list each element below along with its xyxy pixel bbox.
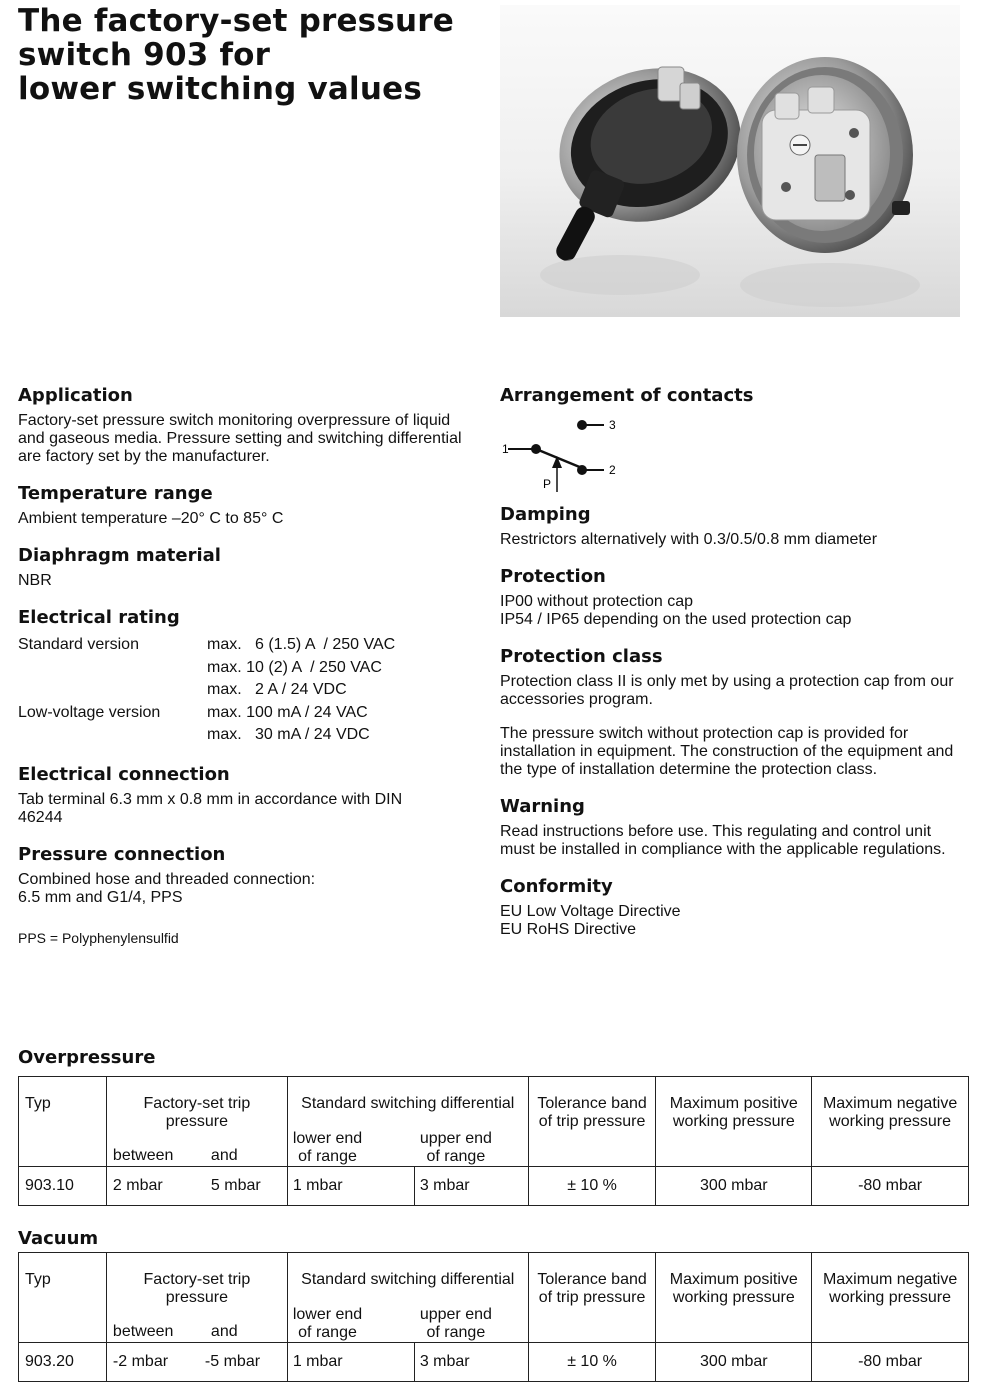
table-row bbox=[19, 1343, 969, 1382]
title-line-1: The factory-set pressure bbox=[18, 3, 454, 39]
header-trip-label bbox=[107, 1271, 287, 1307]
pressure-connection-line-1: Combined hose and threaded connection: bbox=[18, 870, 316, 888]
contact-label-2: 2 bbox=[609, 463, 616, 477]
header-tolerance bbox=[528, 1253, 656, 1343]
cell-between: -2 mbar bbox=[112, 1353, 169, 1370]
protection-class-text-2: The pressure switch without protection cap is provided for installation in equipment. The construction of the equipment and the type of installation determine the protection class. bbox=[500, 725, 954, 778]
header-upper-line-2: of range bbox=[426, 1324, 486, 1341]
pressure-connection-heading: Pressure connection bbox=[18, 843, 226, 865]
contact-label-1: 1 bbox=[502, 442, 509, 456]
temperature-section bbox=[18, 482, 478, 528]
damping-heading: Damping bbox=[500, 504, 591, 525]
contacts-heading: Arrangement of contacts bbox=[500, 385, 754, 406]
product-photo bbox=[500, 5, 960, 317]
electrical-connection-section bbox=[18, 763, 478, 827]
header-diff bbox=[287, 1077, 528, 1167]
protection-class-heading: Protection class bbox=[500, 646, 663, 667]
cell-lower: 1 mbar bbox=[288, 1167, 415, 1205]
title-line-2: switch 903 for bbox=[18, 37, 271, 73]
right-column bbox=[500, 384, 970, 955]
header-max-negative-line-1: Maximum negative bbox=[822, 1271, 958, 1288]
cell-between: 2 mbar bbox=[112, 1177, 163, 1194]
temperature-text: Ambient temperature –20° C to 85° C bbox=[18, 510, 284, 527]
cell-upper: 3 mbar bbox=[419, 1177, 470, 1194]
protection-section bbox=[500, 565, 970, 629]
cell-upper: 3 mbar bbox=[419, 1353, 470, 1370]
header-upper bbox=[420, 1130, 492, 1166]
electrical-rating-section bbox=[18, 606, 478, 747]
header-max-negative-label bbox=[812, 1271, 968, 1307]
cell-trip bbox=[106, 1167, 287, 1206]
rating-value: max. 6 (1.5) A / 250 VAC bbox=[207, 636, 396, 653]
header-lower-line-2: of range bbox=[298, 1148, 357, 1165]
cell-max-negative: -80 mbar bbox=[812, 1167, 969, 1206]
rating-row bbox=[18, 634, 478, 657]
header-typ bbox=[19, 1077, 107, 1167]
rating-label bbox=[18, 679, 207, 702]
cell-and: -5 mbar bbox=[204, 1353, 261, 1370]
header-trip-line-1: Factory-set trip bbox=[143, 1095, 251, 1112]
header-tolerance bbox=[528, 1077, 656, 1167]
header-between: between bbox=[112, 1147, 174, 1164]
header-typ-label: Typ bbox=[25, 1271, 51, 1288]
header-max-negative bbox=[812, 1253, 969, 1343]
cell-tolerance: ± 10 % bbox=[528, 1343, 656, 1382]
title-line-3: lower switching values bbox=[18, 71, 423, 107]
warning-heading: Warning bbox=[500, 796, 585, 817]
warning-section bbox=[500, 795, 970, 859]
header-lower-line-1: lower end bbox=[292, 1130, 363, 1147]
protection-line-1: IP00 without protection cap bbox=[500, 593, 694, 610]
header-diff bbox=[287, 1253, 528, 1343]
cell-max-positive: 300 mbar bbox=[656, 1167, 812, 1206]
warning-text: Read instructions before use. This regulating and control unit must be installed in compliance with the applicable regulations. bbox=[500, 823, 946, 858]
rating-label bbox=[18, 657, 207, 680]
protection-line-2: IP54 / IP65 depending on the used protection cap bbox=[500, 611, 852, 628]
electrical-connection-text: Tab terminal 6.3 mm x 0.8 mm in accordance with DIN 46244 bbox=[18, 790, 403, 826]
cell-diff bbox=[287, 1343, 528, 1382]
vacuum-table bbox=[18, 1252, 969, 1382]
header-upper-line-1: upper end bbox=[419, 1306, 492, 1323]
cell-tolerance: ± 10 % bbox=[528, 1167, 656, 1206]
header-max-negative bbox=[812, 1077, 969, 1167]
header-max-positive-line-2: working pressure bbox=[672, 1113, 795, 1130]
conformity-section bbox=[500, 875, 970, 939]
header-max-positive-line-1: Maximum positive bbox=[669, 1095, 798, 1112]
rating-row bbox=[18, 702, 478, 725]
overpressure-table bbox=[18, 1076, 969, 1206]
protection-class-text-1: Protection class II is only met by using a protection cap from our accessories program. bbox=[500, 673, 954, 708]
header-diff-label: Standard switching differential bbox=[301, 1271, 515, 1288]
rating-value: max. 2 A / 24 VDC bbox=[207, 681, 347, 698]
header-lower-line-2: of range bbox=[298, 1324, 357, 1341]
header-trip-label bbox=[107, 1095, 287, 1131]
header-and: and bbox=[210, 1323, 238, 1340]
header-tolerance-line-2: of trip pressure bbox=[538, 1113, 646, 1130]
damping-text: Restrictors alternatively with 0.3/0.5/0.8 mm diameter bbox=[500, 531, 878, 548]
cell-and: 5 mbar bbox=[210, 1177, 261, 1194]
application-section bbox=[18, 384, 478, 466]
application-text: Factory-set pressure switch monitoring overpressure of liquid and gaseous media. Pressure setting and switching differential are factory set by the manufacturer. bbox=[18, 412, 462, 465]
cell-diff bbox=[287, 1167, 528, 1206]
page-title bbox=[18, 4, 454, 106]
header-typ-label: Typ bbox=[25, 1095, 51, 1112]
contact-arrangement-diagram bbox=[500, 412, 640, 492]
protection-heading: Protection bbox=[500, 566, 606, 587]
contact-label-3: 3 bbox=[609, 418, 616, 432]
contact-label-p: P bbox=[543, 477, 552, 491]
header-max-negative-line-2: working pressure bbox=[829, 1289, 951, 1306]
diaphragm-text: NBR bbox=[18, 572, 52, 589]
overpressure-title: Overpressure bbox=[18, 1047, 156, 1068]
table-header-row bbox=[19, 1253, 969, 1343]
vacuum-title: Vacuum bbox=[18, 1228, 99, 1249]
electrical-connection-heading: Electrical connection bbox=[18, 763, 230, 785]
header-and: and bbox=[210, 1147, 238, 1164]
rating-value: max. 100 mA / 24 VAC bbox=[207, 703, 368, 721]
header-trip bbox=[106, 1077, 287, 1167]
cell-lower: 1 mbar bbox=[288, 1343, 415, 1381]
header-tolerance-label bbox=[529, 1271, 656, 1307]
cell-typ: 903.20 bbox=[19, 1343, 107, 1382]
header-trip bbox=[106, 1253, 287, 1343]
conformity-line-1: EU Low Voltage Directive bbox=[500, 903, 681, 920]
header-max-negative-line-2: working pressure bbox=[829, 1113, 951, 1130]
diaphragm-heading: Diaphragm material bbox=[18, 545, 221, 566]
header-max-positive-label bbox=[656, 1271, 811, 1307]
pressure-connection-line-2: 6.5 mm and G1/4, PPS bbox=[18, 888, 183, 906]
header-max-positive-label bbox=[656, 1095, 811, 1131]
header-typ bbox=[19, 1253, 107, 1343]
conformity-line-2: EU RoHS Directive bbox=[500, 921, 637, 938]
header-between: between bbox=[112, 1323, 174, 1340]
application-heading: Application bbox=[18, 385, 133, 406]
header-tolerance-line-1: Tolerance band bbox=[537, 1271, 647, 1288]
rating-row bbox=[18, 724, 478, 747]
header-max-positive bbox=[656, 1077, 812, 1167]
header-tolerance-label bbox=[529, 1095, 656, 1131]
rating-label: Low-voltage version bbox=[18, 703, 161, 721]
electrical-rating-heading: Electrical rating bbox=[18, 607, 180, 628]
table-row bbox=[19, 1167, 969, 1206]
header-upper-line-1: upper end bbox=[419, 1130, 492, 1147]
header-lower bbox=[293, 1130, 362, 1166]
rating-label: Standard version bbox=[18, 636, 139, 653]
header-trip-line-2: pressure bbox=[165, 1289, 228, 1306]
pressure-connection-section bbox=[18, 843, 478, 907]
header-max-negative-line-1: Maximum negative bbox=[822, 1095, 958, 1112]
temperature-heading: Temperature range bbox=[18, 483, 213, 504]
cell-max-negative: -80 mbar bbox=[812, 1343, 969, 1382]
rating-value: max. 10 (2) A / 250 VAC bbox=[207, 658, 382, 676]
conformity-heading: Conformity bbox=[500, 876, 613, 897]
header-lower-line-1: lower end bbox=[292, 1306, 363, 1323]
rating-row bbox=[18, 679, 478, 702]
header-upper bbox=[420, 1306, 492, 1342]
table-header-row bbox=[19, 1077, 969, 1167]
header-tolerance-line-1: Tolerance band bbox=[537, 1095, 647, 1112]
diaphragm-section bbox=[18, 544, 478, 590]
protection-class-section bbox=[500, 645, 970, 779]
damping-section bbox=[500, 503, 970, 549]
header-trip-line-1: Factory-set trip bbox=[143, 1271, 251, 1288]
rating-row bbox=[18, 657, 478, 680]
cell-trip bbox=[106, 1343, 287, 1382]
rating-label bbox=[18, 724, 207, 747]
header-diff-label: Standard switching differential bbox=[301, 1095, 515, 1112]
left-column bbox=[18, 384, 478, 947]
header-upper-line-2: of range bbox=[426, 1148, 486, 1165]
cell-typ: 903.10 bbox=[19, 1167, 107, 1206]
header-max-positive-line-1: Maximum positive bbox=[669, 1271, 798, 1288]
cell-max-positive: 300 mbar bbox=[656, 1343, 812, 1382]
header-trip-line-2: pressure bbox=[165, 1113, 228, 1130]
pps-footnote: PPS = Polyphenylensulfid bbox=[18, 929, 179, 946]
header-max-positive bbox=[656, 1253, 812, 1343]
header-max-positive-line-2: working pressure bbox=[672, 1289, 795, 1306]
rating-value: max. 30 mA / 24 VDC bbox=[207, 726, 370, 743]
header-max-negative-label bbox=[812, 1095, 968, 1131]
header-lower bbox=[293, 1306, 362, 1342]
contacts-section bbox=[500, 384, 970, 503]
header-tolerance-line-2: of trip pressure bbox=[538, 1289, 646, 1306]
